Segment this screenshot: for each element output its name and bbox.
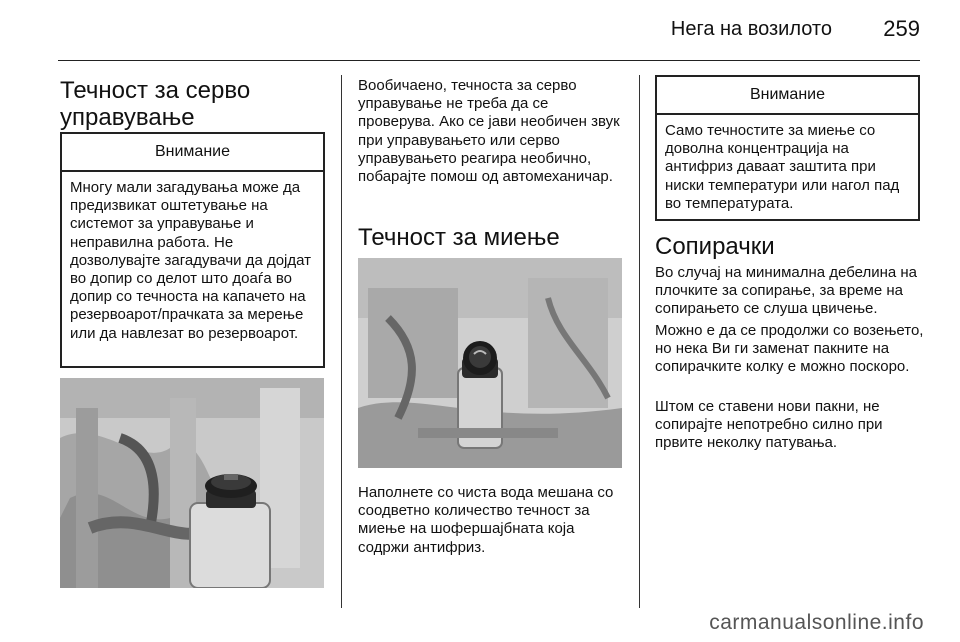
caution-text: Многу мали загадувања може да предизвикат оштетување на системот за управување и неправилна работа. Не дозволувајте загадувачи да дојдат во допир со делот што доаѓа во допир со течноста на капачето на резервоарот/прачката за мерење или да навлезат во резервоарот. xyxy=(70,179,312,342)
power-steering-info-text: Вообичаено, течноста за серво управување не треба да се проверува. Ако се јави необичен звук при управувањето или серво управувањето реагира необично, побарајте помош од автомеханичар. xyxy=(358,77,620,186)
caution-box-power-steering xyxy=(60,132,325,368)
caution-heading: Внимание xyxy=(62,134,323,172)
column-divider xyxy=(639,75,640,608)
power-steering-reservoir-photo xyxy=(60,378,324,588)
washer-fluid-text: Наполнете со чиста вода мешана со соодветно количество течност за миење на шофершајбната која содржи антифриз. xyxy=(358,484,614,556)
section-title: Нега на возилото xyxy=(670,18,832,40)
page-number: 259 xyxy=(883,16,920,41)
page-header xyxy=(58,0,920,61)
brakes-heading: Сопирачки xyxy=(655,233,775,260)
caution-box-washer-fluid xyxy=(655,75,920,221)
brakes-paragraph: Можно е да се продолжи со возењето, но нека Ви ги заменат пакните на сопирачките колку е можно поскоро. xyxy=(655,322,924,376)
column-divider xyxy=(341,75,342,608)
washer-fluid-heading: Течност за миење xyxy=(358,224,560,251)
power-steering-fluid-heading: Течност за серво управување xyxy=(60,77,251,131)
washer-fluid-reservoir-photo xyxy=(358,258,622,468)
caution-heading: Внимание xyxy=(657,77,918,115)
watermark: carmanualsonline.info xyxy=(709,611,924,634)
brakes-paragraph: Штом се ставени нови пакни, не сопирајте непотребно силно при првите неколку патувања. xyxy=(655,398,883,452)
caution-text: Само течностите за миење со доволна концентрација на антифриз даваат заштита при ниски температури или нагол пад во температурата. xyxy=(665,122,900,212)
brakes-paragraph: Во случај на минимална дебелина на плочките за сопирање, за време на сопирањето се слуша цвичење. xyxy=(655,264,918,318)
